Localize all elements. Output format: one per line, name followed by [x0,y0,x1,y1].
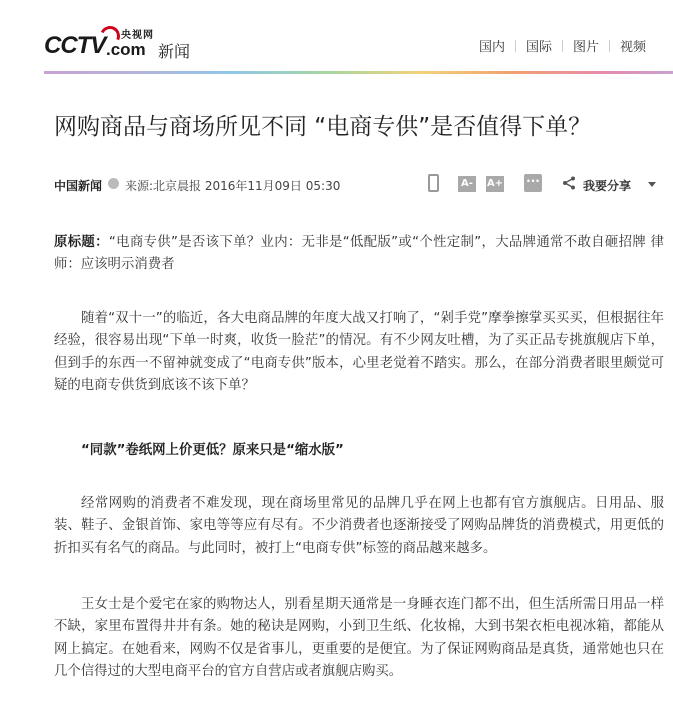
nav-video[interactable]: 视频 [619,40,646,55]
font-larger-button[interactable]: A+ [486,176,504,192]
logo-section-text: 新闻 [158,42,191,61]
article-summary [54,232,664,277]
source-name[interactable]: 中国新闻 [54,179,103,193]
nav-pictures[interactable]: 图片 [572,40,599,55]
nav-domestic[interactable]: 国内 [478,40,505,55]
logo-com-text: .com [106,40,146,59]
logo-cctv-text: CCTV [44,32,106,59]
top-nav [469,36,656,55]
share-button[interactable]: 我要分享 [583,179,632,193]
share-icon-graphic [562,176,576,190]
font-smaller-button[interactable]: A- [458,176,476,192]
summary-text: “电商专供”是否该下单？业内：无非是“低配版”或“个性定制”，大品牌通常不敢自砸招牌 律师：应该明示消费者 [54,235,664,273]
article-paragraph-1: 随着“双十一”的临近，各大电商品牌的年度大战又打响了，“剁手党”摩拳擦掌买买买，但根据往年经验，很容易出现“下单一时爽，收货一脸茫”的情况。有不少网友吐槽，为了买正品专挑旗舰店下单，但到手的东西一不留神就变成了“电商专供”版本，心里老觉着不踏实。那么，在部分消费者眼里颇觉可疑的电商专供货到底该不该下单？ [54,311,664,394]
header-rainbow-divider [44,71,673,74]
article-paragraph-3: 王女士是个爱宅在家的购物达人，别看星期天通常是一身睡衣连门都不出，但生活所需日用品一样不缺，家里布置得井井有条。她的秘诀是网购，小到卫生纸、化妆棉，大到书架衣柜电视冰箱，都能从网上搞定。在她看来，网购不仅是省事儿，更重要的是便宜。为了保证网购商品是真货，通常她也只在几个信得过的大型电商平台的官方自营店或者旗舰店购买。 [54,597,664,680]
source-badge-icon [108,178,119,189]
source-line: 来源:北京晨报 2016年11月09日 05:30 [125,179,341,193]
article-paragraph-2: 经常网购的消费者不难发现，现在商场里常见的品牌几乎在网上也都有官方旗舰店。日用品、服装、鞋子、金银首饰、家电等等应有尽有。不少消费者也逐渐接受了网购品牌货的消费模式，用更低的折扣买有名气的商品。与此同时，被打上“电商专供”标签的商品越来越多。 [54,496,664,556]
cctv-logo[interactable] [44,26,204,62]
share-icon[interactable] [562,176,576,194]
site-header [0,0,673,72]
nav-international[interactable]: 国际 [525,40,552,55]
summary-label: 原标题： [54,235,109,250]
logo-cn-text: 央视网 [121,30,154,41]
article-meta-bar [54,172,664,196]
article-subheading: “同款”卷纸网上价更低？原来只是“缩水版” [81,443,344,458]
chevron-down-icon[interactable] [648,182,656,187]
article-title: 网购商品与商场所见不同 “电商专供”是否值得下单？ [54,114,592,140]
comment-icon[interactable]: ··· [524,174,542,192]
mobile-view-icon[interactable] [428,174,439,192]
